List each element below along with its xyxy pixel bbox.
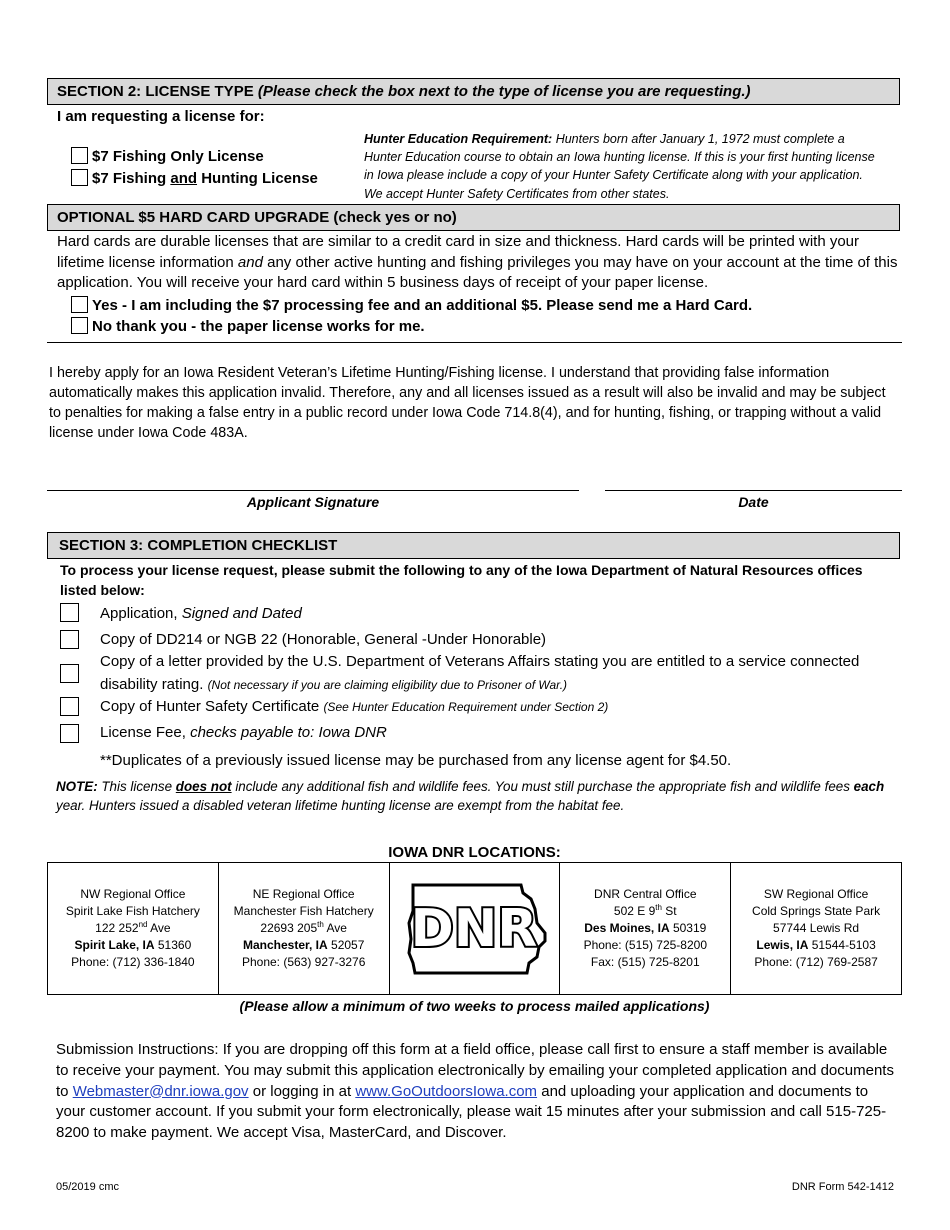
applicant-signature-label: Applicant Signature <box>246 494 380 510</box>
nw-office-phone: Phone: (712) 336-1840 <box>71 955 195 969</box>
ne-office-name: NE Regional Office <box>252 887 355 901</box>
processing-time-note: (Please allow a minimum of two weeks to process mailed applications) <box>239 998 710 1014</box>
checklist-application <box>100 603 302 624</box>
note-label: NOTE: <box>56 779 98 794</box>
nw-office-city <box>66 937 200 954</box>
dnr-logo-icon <box>399 879 549 979</box>
declaration-text: I hereby apply for an Iowa Resident Veteran’s Lifetime Hunting/Fishing license. I understand that providing false information automatically makes this application invalid. Therefore, any and all licenses issued as a result will also be invalid and may be subject to penalties for making a false entry in a public record under Iowa Code 714.8(4), and for hunting, fishing, or trapping without a valid license under Iowa Code 483A. <box>49 365 886 441</box>
nw-street-sup: nd <box>138 920 148 929</box>
sw-office-street: 57744 Lewis Rd <box>773 921 860 935</box>
ne-office <box>219 863 390 994</box>
nw-city: Spirit Lake, IA <box>74 938 155 952</box>
fees-note <box>56 777 901 815</box>
checklist-va-letter-line1: Copy of a letter provided by the U.S. Department of Veterans Affairs stating you are entitled to a service connected <box>100 653 860 670</box>
fishing-hunting-checkbox[interactable] <box>71 169 88 186</box>
ne-office-site: Manchester Fish Hatchery <box>233 904 374 918</box>
nw-office-name: NW Regional Office <box>80 887 186 901</box>
nw-office-site: Spirit Lake Fish Hatchery <box>65 904 200 918</box>
locations-title: IOWA DNR LOCATIONS: <box>388 844 561 861</box>
checklist-va-letter-checkbox[interactable] <box>60 664 79 683</box>
dnr-logo-text: DNR <box>411 898 538 959</box>
hardcard-description <box>57 232 902 294</box>
section3-intro: To process your license request, please submit the following to any of the Iowa Department of Natural Resources offices listed below: <box>60 562 863 598</box>
checklist-hunter-cert <box>100 696 608 718</box>
checklist-license-fee-checkbox[interactable] <box>60 724 79 743</box>
note-does-not: does not <box>175 779 232 794</box>
checklist-item5-text: License Fee, <box>100 724 191 741</box>
checklist-item4-text: Copy of Hunter Safety Certificate <box>100 698 324 715</box>
ne-office-city <box>234 937 374 954</box>
checklist-dd214: Copy of DD214 or NGB 22 (Honorable, General -Under Honorable) <box>100 631 547 648</box>
central-office-fax: Fax: (515) 725-8201 <box>590 955 700 969</box>
duplicates-note: **Duplicates of a previously issued license may be purchased from any license agent for $4.50. <box>100 752 732 769</box>
section2-header <box>47 78 900 105</box>
note-text-1: This license <box>97 779 176 794</box>
submission-text-2: or logging in at <box>248 1082 356 1100</box>
hardcard-no-checkbox[interactable] <box>71 317 88 334</box>
submission-text-3: and uploading your application and documents to your customer account. If you submit your form electronically, please wait 15 minutes after your submission and call 515-725-8200 to make payment. We accept Visa, MasterCard, and Discover. <box>56 1082 887 1142</box>
checklist-application-checkbox[interactable] <box>60 603 79 622</box>
webmaster-email-link[interactable]: Webmaster@dnr.iowa.gov <box>72 1082 249 1100</box>
central-office-city <box>584 920 707 937</box>
note-text-3: year. Hunters issued a disabled veteran lifetime hunting license are exempt from the habitat fee. <box>56 798 625 813</box>
hardcard-yes-option[interactable] <box>71 295 752 316</box>
hunter-education-requirement <box>364 130 884 203</box>
requesting-label: I am requesting a license for: <box>57 108 265 125</box>
hardcard-yes-checkbox[interactable] <box>71 296 88 313</box>
checklist-item3-text: disability rating. <box>100 676 208 693</box>
hardcard-yes-label: Yes - I am including the $7 processing fee and an additional $5. Please send me a Hard Card. <box>92 297 753 314</box>
central-office-name: DNR Central Office <box>594 887 697 901</box>
signature-line[interactable] <box>47 490 579 491</box>
central-zip: 50319 <box>669 921 707 935</box>
hardcard-no-option[interactable] <box>71 316 425 337</box>
ne-street-num: 22693 205 <box>260 921 318 935</box>
sw-city: Lewis, IA <box>756 938 809 952</box>
checklist-item1-text: Application, <box>100 605 182 622</box>
sw-office-phone: Phone: (712) 769-2587 <box>754 955 878 969</box>
fishing-only-checkbox[interactable] <box>71 147 88 164</box>
date-line[interactable] <box>605 490 902 491</box>
hardcard-divider <box>47 342 902 343</box>
section2-subtitle: (Please check the box next to the type of license you are requesting.) <box>257 83 751 100</box>
footer-date: 05/2019 cmc <box>56 1181 119 1193</box>
sw-office-name: SW Regional Office <box>763 887 869 901</box>
ne-office-street <box>234 920 374 937</box>
ne-street-sup: th <box>317 920 324 929</box>
fishing-hunting-label-and: and <box>170 170 198 187</box>
dnr-logo-cell <box>390 863 561 994</box>
central-city: Des Moines, IA <box>584 921 670 935</box>
note-each: each <box>853 779 885 794</box>
fishing-hunting-label-b: Hunting License <box>197 170 318 187</box>
nw-office-street <box>66 920 200 937</box>
checklist-item3-note: (Not necessary if you are claiming eligibility due to Prisoner of War.) <box>207 678 568 692</box>
fishing-only-label: $7 Fishing Only License <box>92 148 264 165</box>
date-label: Date <box>738 494 769 510</box>
central-street-num: 502 E 9 <box>613 904 656 918</box>
hardcard-desc-1: Hard cards are durable licenses that are similar to a credit card in size and thickness. Hard cards will be printed with your lifetime license information <box>57 233 860 271</box>
option-fishing-hunting[interactable] <box>71 168 318 189</box>
gooutdoorsiowa-link[interactable]: www.GoOutdoorsIowa.com <box>355 1082 538 1100</box>
central-office-street <box>584 903 707 920</box>
checklist-hunter-cert-checkbox[interactable] <box>60 697 79 716</box>
option-fishing-only[interactable] <box>71 146 264 167</box>
locations-table <box>47 862 902 995</box>
nw-office <box>48 863 219 994</box>
checklist-item4-note: (See Hunter Education Requirement under Section 2) <box>323 700 609 714</box>
checklist-va-letter-line2 <box>100 674 567 696</box>
ne-office-phone: Phone: (563) 927-3276 <box>241 955 366 969</box>
hunter-req-text: Hunters born after January 1, 1972 must complete a Hunter Education course to obtain an Iowa hunting license. If this is your first hunting license in Iowa please include a copy of your Hunter Safety Certificate along with your application. We accept Hunter Safety Certificates from other states. <box>364 132 875 201</box>
section3-header: SECTION 3: COMPLETION CHECKLIST <box>47 532 900 559</box>
nw-street-rest: Ave <box>147 921 171 935</box>
section2-title: SECTION 2: LICENSE TYPE <box>57 83 254 100</box>
nw-street-num: 122 252 <box>95 921 139 935</box>
checklist-item5-italic: checks payable to: Iowa DNR <box>190 724 387 741</box>
central-street-rest: St <box>661 904 677 918</box>
sw-office-site: Cold Springs State Park <box>752 904 881 918</box>
central-street-sup: th <box>655 903 662 912</box>
submission-text-1: Submission Instructions: If you are dropping off this form at a field office, please call first to ensure a staff member is available to receive your payment. You may submit this application electronically by emailing your completed application and documents to <box>56 1041 894 1100</box>
sw-office <box>731 863 901 994</box>
fishing-hunting-label-a: $7 Fishing <box>92 170 171 187</box>
ne-city: Manchester, IA <box>242 938 328 952</box>
central-office <box>560 863 731 994</box>
note-text-2: include any additional fish and wildlife fees. You must still purchase the appropriate fish and wildlife fees <box>231 779 854 794</box>
footer-form-number: DNR Form 542-1412 <box>791 1181 894 1193</box>
checklist-license-fee <box>100 722 387 743</box>
central-office-phone: Phone: (515) 725-8200 <box>583 938 707 952</box>
hardcard-desc-2: any other active hunting and fishing privileges you may have on your account at the time of this application. You will receive your hard card within 5 business days of receipt of your paper license. <box>57 253 898 292</box>
ne-street-rest: Ave <box>323 921 347 935</box>
nw-zip: 51360 <box>154 938 192 952</box>
ne-zip: 52057 <box>327 938 365 952</box>
sw-zip: 51544-5103 <box>808 938 876 952</box>
checklist-item1-italic: Signed and Dated <box>181 605 302 622</box>
hardcard-no-label: No thank you - the paper license works for me. <box>92 318 425 335</box>
checklist-dd214-checkbox[interactable] <box>60 630 79 649</box>
submission-instructions <box>56 1040 901 1144</box>
hardcard-desc-and: and <box>237 253 263 271</box>
sw-office-city <box>752 937 880 954</box>
hunter-req-title: Hunter Education Requirement: <box>364 132 553 146</box>
hardcard-header: OPTIONAL $5 HARD CARD UPGRADE (check yes or no) <box>47 204 900 231</box>
